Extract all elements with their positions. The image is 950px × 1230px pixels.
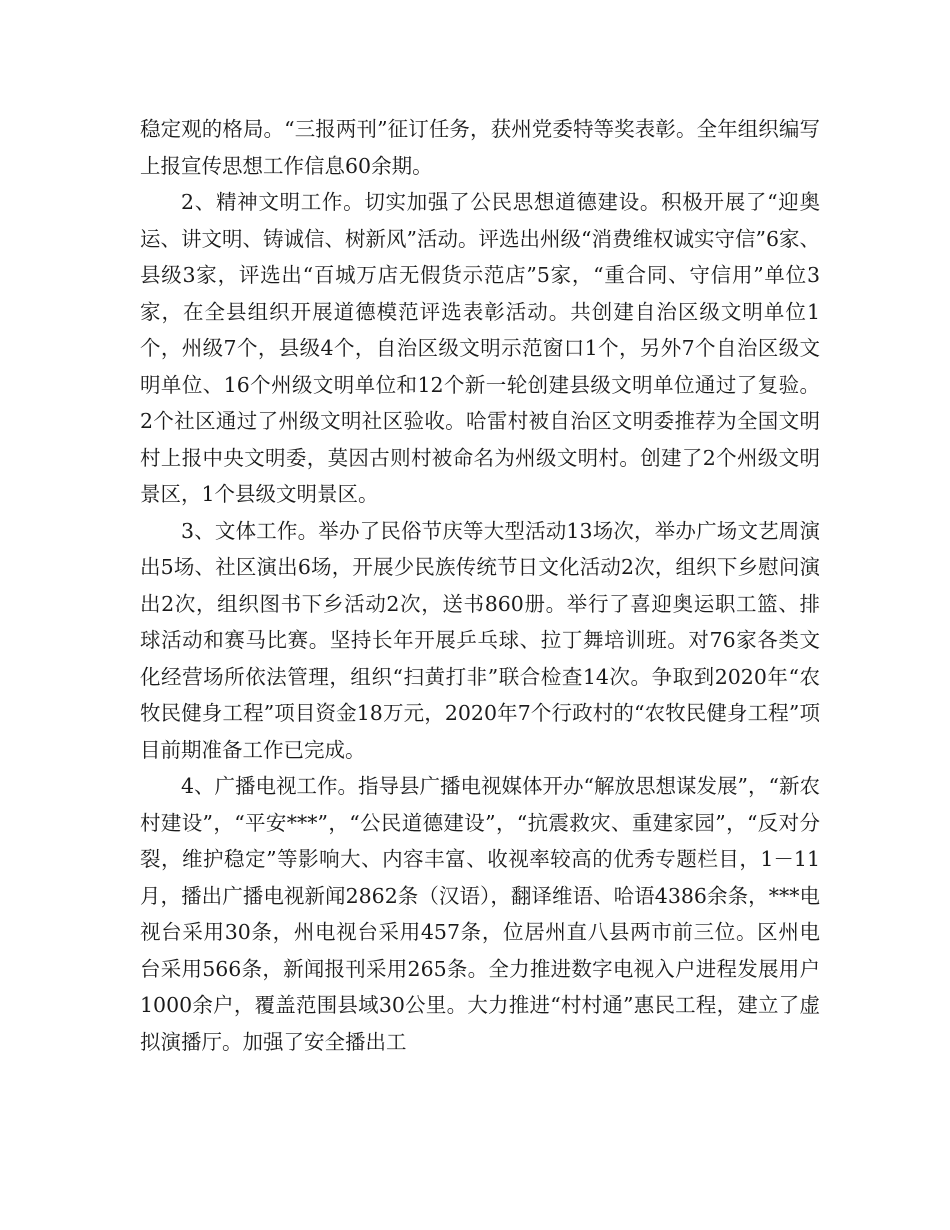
document-body (140, 111, 820, 1060)
paragraph-1: 稳定观的格局。“三报两刊”征订任务，获州党委特等奖表彰。全年组织编写上报宣传思想工作信息60余期。 (140, 117, 820, 178)
paragraph-4: 4、广播电视工作。指导县广播电视媒体开办“解放思想谋发展”，“新农村建设”，“平安***”，“公民道德建设”，“抗震救灾、重建家园”，“反对分裂，维护稳定”等影响大、内容丰富、收视率较高的优秀专题栏目，1－11月，播出广播电视新闻2862条（汉语），翻译维语、哈语4386余条，***电视台采用30条，州电视台采用457条，位居州直八县两市前三位。区州电台采用566条，新闻报刊采用265条。全力推进数字电视入户进程发展用户1000余户，覆盖范围县域30公里。大力推进“村村通”惠民工程，建立了虚拟演播厅。加强了安全播出工 (140, 774, 820, 1054)
paragraph-3: 3、文体工作。举办了民俗节庆等大型活动13场次，举办广场文艺周演出5场、社区演出6场，开展少民族传统节日文化活动2次，组织下乡慰问演出2次，组织图书下乡活动2次，送书860册。举行了喜迎奥运职工篮、排球活动和赛马比赛。坚持长年开展乒乓球、拉丁舞培训班。对76家各类文化经营场所依法管理，组织“扫黄打非”联合检查14次。争取到2020年“农牧民健身工程”项目资金18万元，2020年7个行政村的“农牧民健身工程”项目前期准备工作已完成。 (140, 518, 820, 762)
paragraph-2: 2、精神文明工作。切实加强了公民思想道德建设。积极开展了“迎奥运、讲文明、铸诚信、树新风”活动。评选出州级“消费维权诚实守信”6家、县级3家，评选出“百城万店无假货示范店”5家，“重合同、守信用”单位3家，在全县组织开展道德模范评选表彰活动。共创建自治区级文明单位1个，州级7个，县级4个，自治区级文明示范窗口1个，另外7个自治区级文明单位、16个州级文明单位和12个新一轮创建县级文明单位通过了复验。2个社区通过了州级文明社区验收。哈雷村被自治区文明委推荐为全国文明村上报中央文明委，莫因古则村被命名为州级文明村。创建了2个州级文明景区，1个县级文明景区。 (140, 190, 820, 506)
